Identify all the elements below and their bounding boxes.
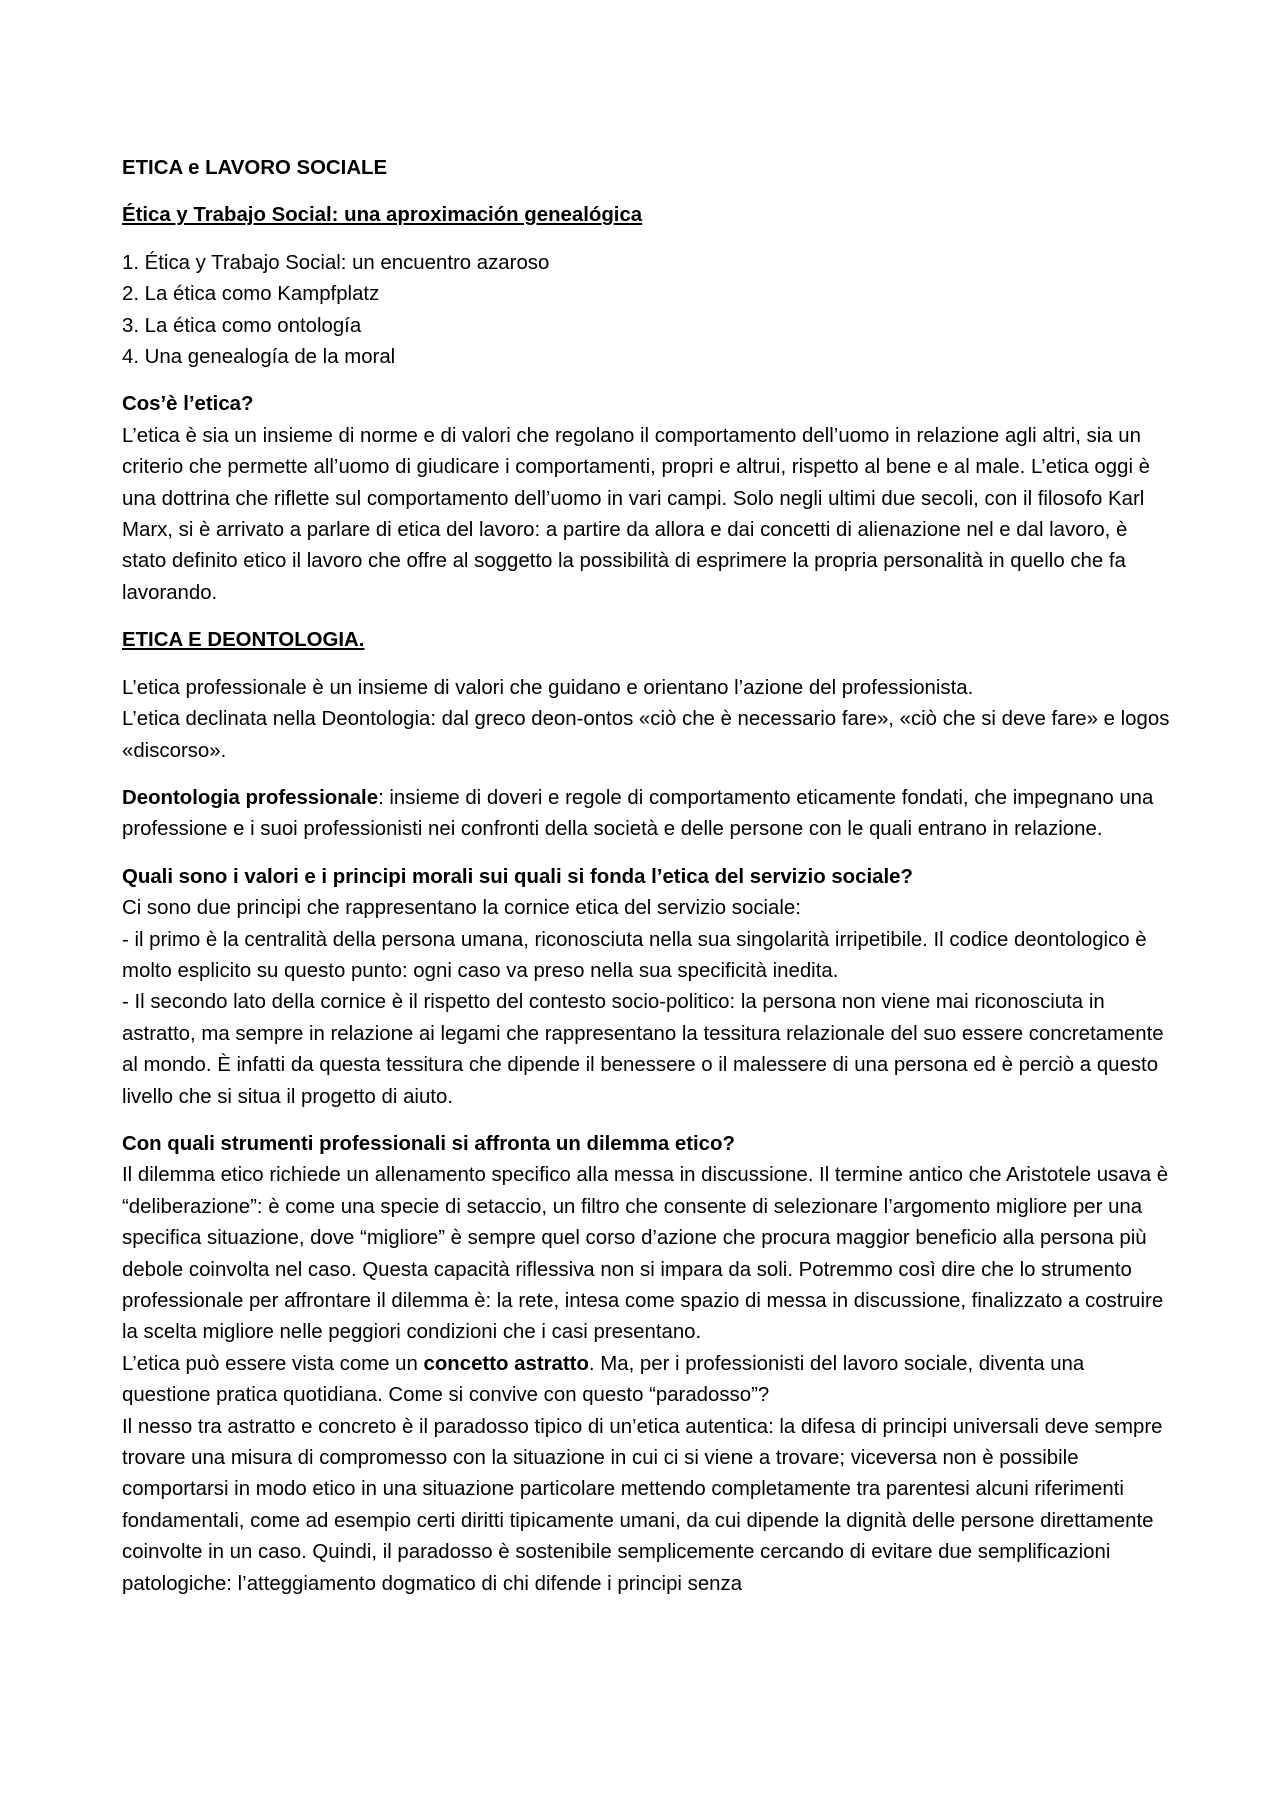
term-deontology: Deontologia professionale xyxy=(122,786,379,809)
paragraph xyxy=(122,1349,1172,1412)
paragraph: L’etica è sia un insieme di norme e di valori che regolano il comportamento dell’uomo in relazione agli altri, sia un criterio che permette all’uomo di giudicare i comportamenti, propri e altrui, rispetto al bene e al male. L’etica oggi è una dottrina che riflette sul comportamento dell’uomo in vari campi. Solo negli ultimi due secoli, con il filosofo Karl Marx, si è arrivato a parlare di etica del lavoro: a partire da allora e dai concetti di alienazione nel e dal lavoro, è stato definito etico il lavoro che offre al soggetto la possibilità di esprimere la propria personalità in quello che fa lavorando. xyxy=(122,424,1150,604)
list-item: - Il secondo lato della cornice è il rispetto del contesto socio-politico: la persona non viene mai riconosciuta in astratto, ma sempre in relazione ai legami che rappresentano la tessitura relazionale del suo essere concretamente al mondo. È infatti da questa tessitura che dipende il benessere o il malessere di una persona ed è perciò a questo livello che si situa il progetto di aiuto. xyxy=(122,991,1164,1108)
section-heading: Con quali strumenti professionali si affronta un dilemma etico? xyxy=(122,1132,735,1155)
paragraph: Il nesso tra astratto e concreto è il paradosso tipico di un’etica autentica: la difesa di principi universali deve sempre trovare una misura di compromesso con la situazione in cui ci si viene a trovare; viceversa non è possibile comportarsi in modo etico in una situazione particolare mettendo completamente tra parentesi alcuni riferimenti fondamentali, come ad esempio certi diritti tipicamente umani, da cui dipende la dignità delle persone direttamente coinvolte in un caso. Quindi, il paradosso è sostenibile semplicemente cercando di evitare due semplificazioni patologiche: l’atteggiamento dogmatico di chi difende i principi senza xyxy=(122,1415,1163,1595)
section-heading: Quali sono i valori e i principi morali sui quali si fonda l’etica del servizio sociale? xyxy=(122,865,913,888)
section-ethical-dilemma xyxy=(122,1129,1172,1600)
section-what-is-ethics xyxy=(122,389,1172,609)
paragraph-deontology-definition xyxy=(122,783,1172,846)
paragraph-line: L’etica professionale è un insieme di valori che guidano e orientano l’azione del professionista. xyxy=(122,676,974,699)
text-run: . Ma, per i professionisti del lavoro sociale, diventa una questione pratica quotidiana. Come si convive con questo “paradosso”? xyxy=(122,1352,1085,1407)
toc-item: 4. Una genealogía de la moral xyxy=(122,346,396,369)
paragraph-line: L’etica declinata nella Deontologia: dal greco deon-ontos «ciò che è necessario fare», «ciò che si deve fare» e logos «discorso». xyxy=(122,708,1170,762)
text-run: L’etica può essere vista come un xyxy=(122,1352,424,1375)
document-content xyxy=(122,153,1172,1616)
document-title: ETICA e LAVORO SOCIALE xyxy=(122,157,388,179)
table-of-contents xyxy=(122,248,1172,374)
definition-text: : insieme di doveri e regole di comportamento eticamente fondati, che impegnano una professione e i suoi professionisti nei confronti della società e delle persone con le quali entrano in relazione. xyxy=(122,786,1154,841)
section-heading-ethics-deontology: ETICA E DEONTOLOGIA. xyxy=(122,629,365,652)
toc-item: 1. Ética y Trabajo Social: un encuentro azaroso xyxy=(122,251,550,274)
section-heading: Cos’è l’etica? xyxy=(122,393,254,416)
term-abstract-concept: concetto astratto xyxy=(423,1352,589,1375)
section-values-principles xyxy=(122,862,1172,1113)
paragraph-line: Ci sono due principi che rappresentano la cornice etica del servizio sociale: xyxy=(122,897,801,920)
toc-item: 2. La ética como Kampfplatz xyxy=(122,283,380,306)
document-subtitle: Ética y Trabajo Social: una aproximación genealógica xyxy=(122,204,643,227)
toc-item: 3. La ética como ontología xyxy=(122,314,362,337)
paragraph: Il dilemma etico richiede un allenamento specifico alla messa in discussione. Il termine antico che Aristotele usava è “deliberazione”: è come una specie di setaccio, un filtro che consente di selezionare l’argomento migliore per una specifica situazione, dove “migliore” è sempre quel corso d’azione che procura maggior beneficio alla persona più debole coinvolta nel caso. Questa capacità riflessiva non si impara da soli. Potremmo così dire che lo strumento professionale per affrontare il dilemma è: la rete, intesa come spazio di messa in discussione, finalizzato a costruire la scelta migliore nelle peggiori condizioni che i casi presentano. xyxy=(122,1164,1169,1344)
paragraph-professional-ethics xyxy=(122,673,1172,767)
list-item: - il primo è la centralità della persona umana, riconosciuta nella sua singolarità irripetibile. Il codice deontologico è molto esplicito su questo punto: ogni caso va preso nella sua specificità inedita. xyxy=(122,928,1147,982)
